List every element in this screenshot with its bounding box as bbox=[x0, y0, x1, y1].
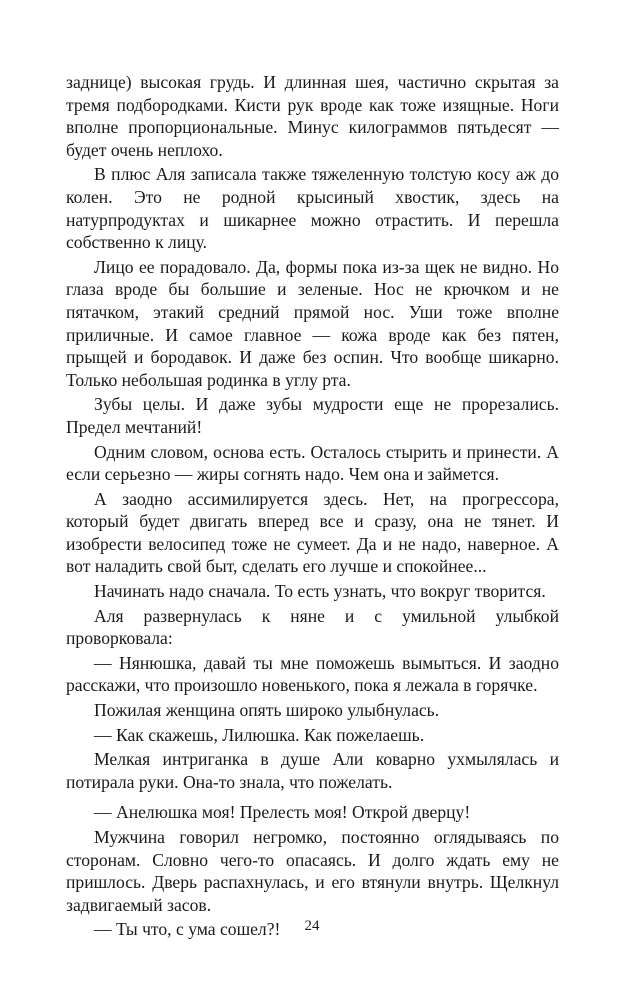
page-body bbox=[66, 71, 559, 943]
dialogue-line: — Ты что, с ума сошел?! bbox=[94, 919, 281, 940]
paragraph: Лицо ее порадовало. Да, формы пока из-за щек не видно. Но глаза вроде бы большие и зеленые. Нос не крючком и не пятачком, этакий средний прямой нос. Уши тоже вполне приличные. И самое главное — кожа вроде как без пятен, прыщей и бородавок. И даже без оспин. Что вообще шикарно. Только небольшая родинка в углу рта. bbox=[66, 256, 559, 390]
paragraph: Пожилая женщина опять широко улыбнулась. bbox=[94, 700, 440, 721]
paragraph: Зубы целы. И даже зубы мудрости еще не прорезались. Предел мечтаний! bbox=[66, 394, 559, 437]
paragraph: Аля развернулась к няне и с умильной улыбкой проворковала: bbox=[66, 605, 559, 649]
paragraph: В плюс Аля записала также тяжеленную толстую косу аж до колен. Это не родной крысиный хвостик, здесь на натурпродуктах и шикарнее можно отрастить. И перешла собственно к лицу. bbox=[66, 164, 559, 253]
page-number: 24 bbox=[304, 918, 320, 934]
dialogue-line: — Нянюшка, давай ты мне поможешь вымыться. И заодно расскажи, что произошло новенького, пока я лежала в горячке. bbox=[66, 652, 559, 696]
paragraph: Мелкая интриганка в душе Али коварно ухмылялась и потирала руки. Она-то знала, что пожелать. bbox=[66, 749, 559, 792]
paragraph: А заодно ассимилируется здесь. Нет, на прогрессора, который будет двигать вперед все и сразу, она не тянет. И изобрести велосипед тоже не сумеет. Да и не надо, наверное. А вот наладить свой быт, сделать его лучше и спокойнее... bbox=[66, 488, 559, 577]
paragraph: заднице) высокая грудь. И длинная шея, частично скрытая за тремя подбородками. Кисти рук вроде как тоже изящные. Ноги вполне пропорциональные. Минус килограммов пятьдесят — будет очень неплохо. bbox=[66, 72, 559, 160]
paragraph: Мужчина говорил негромко, постоянно оглядываясь по сторонам. Словно чего-то опасаясь. И долго ждать ему не пришлось. Дверь распахнулась, и его втянули внутрь. Щелкнул задвигаемый засов. bbox=[66, 827, 559, 915]
dialogue-line: — Как скажешь, Лилюшка. Как пожелаешь. bbox=[94, 724, 425, 745]
paragraph: Начинать надо сначала. То есть узнать, что вокруг творится. bbox=[94, 581, 546, 602]
dialogue-line: — Анелюшка моя! Прелесть моя! Открой дверцу! bbox=[94, 802, 471, 823]
paragraph: Одним словом, основа есть. Осталось стырить и принести. А если серьезно — жиры согнять надо. Чем она и займется. bbox=[66, 441, 559, 485]
